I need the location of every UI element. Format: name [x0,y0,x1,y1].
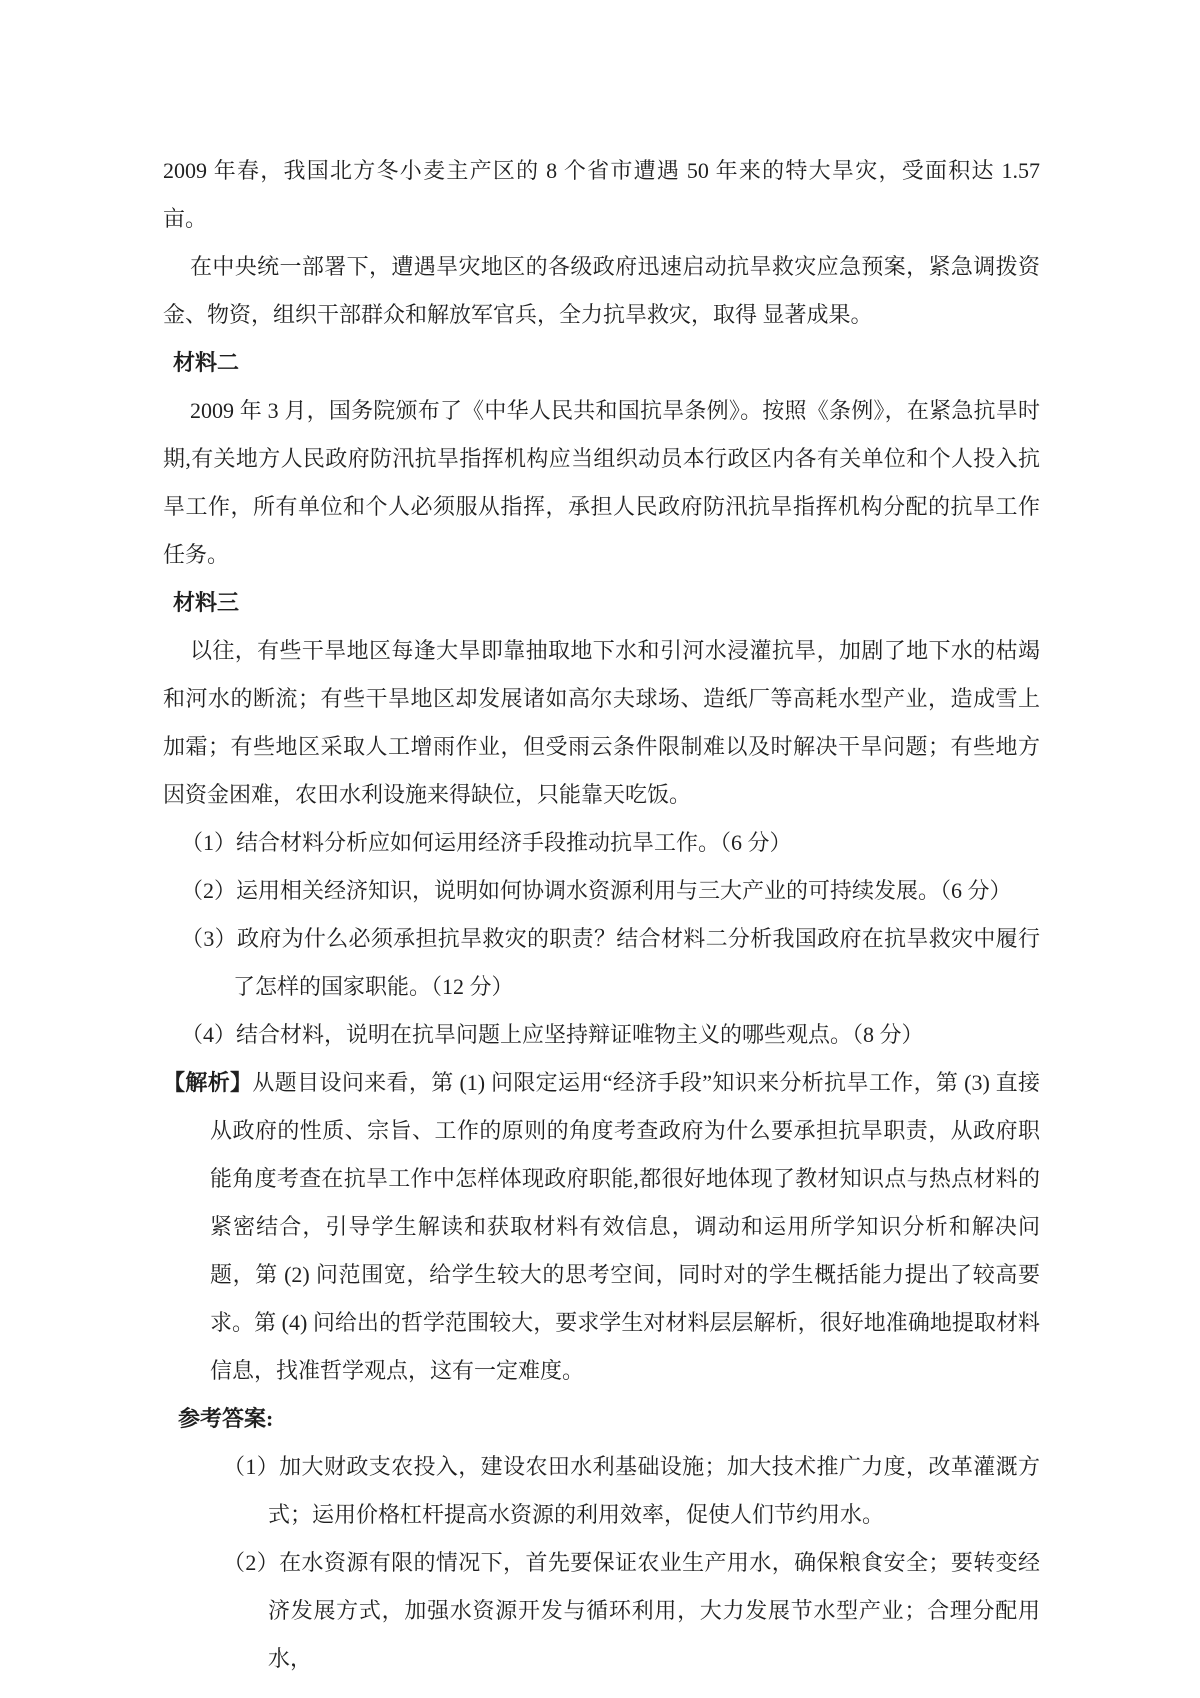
answer-2: （2）在水资源有限的情况下，首先要保证农业生产用水，确保粮食安全；要转变经济发展方式，加强水资源开发与循环利用，大力发展节水型产业；合理分配用水， [223,1550,1040,1671]
document-body [163,147,1040,1683]
question-2: （2）运用相关经济知识，说明如何协调水资源利用与三大产业的可持续发展。（6 分） [181,878,1012,903]
question-3: （3）政府为什么必须承担抗旱救灾的职责？结合材料二分析我国政府在抗旱救灾中履行了怎样的国家职能。（12 分） [181,926,1040,999]
question-1: （1）结合材料分析应如何运用经济手段推动抗旱工作。（6 分） [181,830,792,855]
answer-1: （1）加大财政支农投入，建设农田水利基础设施；加大技术推广力度，改革灌溉方式；运用价格杠杆提高水资源的利用效率，促使人们节约用水。 [223,1454,1040,1527]
material-one-paragraph: 在中央统一部署下，遭遇旱灾地区的各级政府迅速启动抗旱救灾应急预案，紧急调拨资金、物资，组织干部群众和解放军官兵，全力抗旱救灾，取得 显著成果。 [163,254,1040,327]
material-three-heading: 材料三 [173,590,240,615]
analysis-label: 【解析】 [163,1070,253,1095]
material-three-paragraph: 以往，有些干旱地区每逢大旱即靠抽取地下水和引河水浸灌抗旱，加剧了地下水的枯竭和河水的断流；有些干旱地区却发展诸如高尔夫球场、造纸厂等高耗水型产业，造成雪上加霜；有些地区采取人工增雨作业，但受雨云条件限制难以及时解决干旱问题；有些地方因资金困难，农田水利设施来得缺位，只能靠天吃饭。 [163,638,1040,807]
question-4: （4）结合材料，说明在抗旱问题上应坚持辩证唯物主义的哪些观点。（8 分） [181,1022,924,1047]
reference-answers-heading: 参考答案: [178,1406,274,1431]
analysis-paragraph: 【解析】从题目设问来看，第 (1) 问限定运用“经济手段”知识来分析抗旱工作，第 (3) 直接从政府的性质、宗旨、工作的原则的角度考查政府为什么要承担抗旱职责，从政府职能角度考查在抗旱工作中怎样体现政府职能,都很好地体现了教材知识点与热点材料的紧密结合，引导学生解读和获取材料有效信息，调动和运用所学知识分析和解决问题，第 (2) 问范围宽，给学生较大的思考空间，同时对的学生概括能力提出了较高要求。第 (4) 问给出的哲学范围较大，要求学生对材料层层解析，很好地准确地提取材料信息，找准哲学观点，这有一定难度。 [163,1070,1040,1383]
material-two-paragraph: 2009 年 3 月，国务院颁布了《中华人民共和国抗旱条例》。按照《条例》，在紧急抗旱时期,有关地方人民政府防汛抗旱指挥机构应当组织动员本行政区内各有关单位和个人投入抗旱工作，所有单位和个人必须服从指挥，承担人民政府防汛抗旱指挥机构分配的抗旱工作任务。 [163,398,1040,567]
material-two-heading: 材料二 [173,350,240,375]
material-one-text-continuation: 2009 年春，我国北方冬小麦主产区的 8 个省市遭遇 50 年来的特大旱灾，受面积达 1.57 亩。 [163,158,1040,231]
